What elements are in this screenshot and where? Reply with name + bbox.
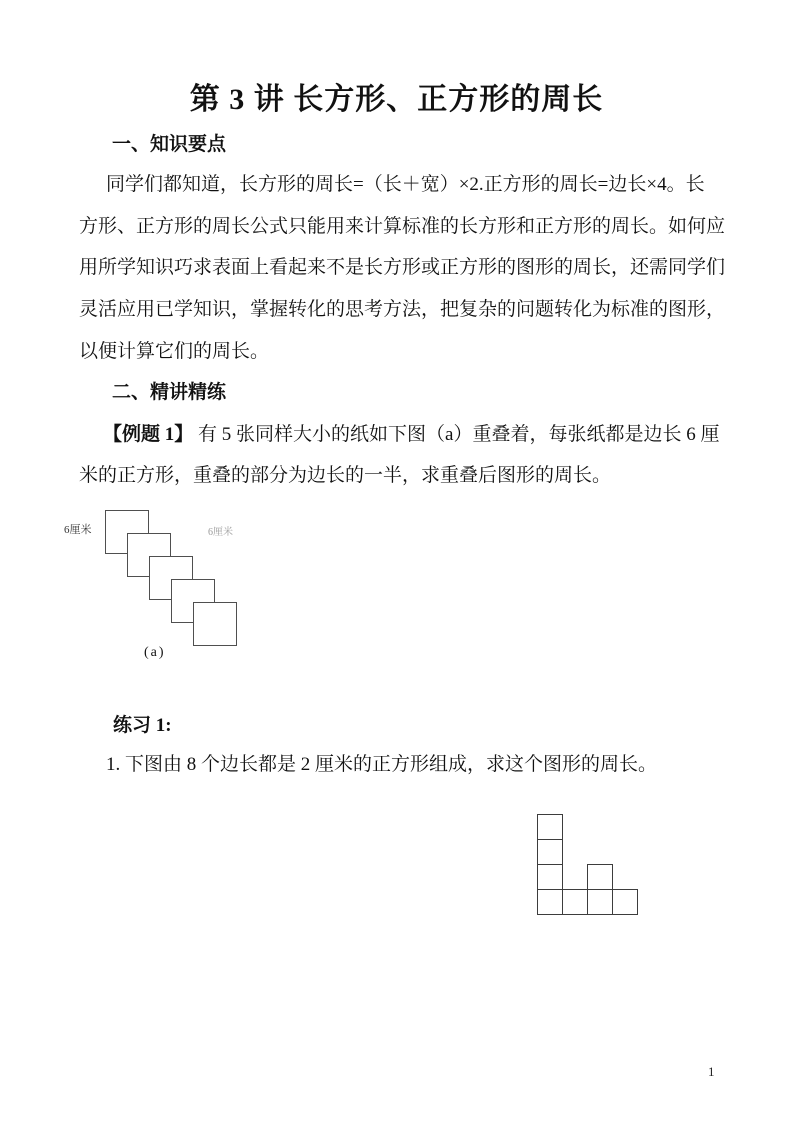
grid-cell [537,814,563,840]
grid-cell [537,864,563,890]
section-heading-knowledge: 一、知识要点 [112,134,227,155]
figure-a-side-length-label-right: 6厘米 [208,527,233,538]
knowledge-line-4: 灵活应用已学知识，掌握转化的思考方法，把复杂的问题转化为标准的图形， [79,299,726,320]
grid-cell [612,889,638,915]
grid-cell [587,864,613,890]
example-1-label: 【例题 1】 [103,424,194,445]
figure-b-grid-squares [537,814,639,916]
figure-a-overlapping-squares [60,505,315,670]
example-1-text: 有 5 张同样大小的纸如下图（a）重叠着，每张纸都是边长 6 厘 [193,424,720,445]
knowledge-line-3: 用所学知识巧求表面上看起来不是长方形或正方形的图形的周长，还需同学们 [79,257,726,278]
grid-cell [562,889,588,915]
example-1-line-2: 米的正方形，重叠的部分为边长的一半，求重叠后图形的周长。 [79,465,612,486]
page-number: 1 [708,1064,715,1079]
grid-cell [587,889,613,915]
practice-line: 1. 下图由 8 个边长都是 2 厘米的正方形组成，求这个图形的周长。 [106,754,658,775]
figure-a-caption: (a) [144,645,166,660]
figure-a-side-length-label-left: 6厘米 [64,524,92,536]
section-heading-drill: 二、精讲精练 [112,382,227,403]
practice-heading: 练习 1: [113,715,172,736]
knowledge-line-5: 以便计算它们的周长。 [79,341,270,362]
grid-cell [537,889,563,915]
example-1-line-1 [103,419,719,446]
page-title: 第 3 讲 长方形、正方形的周长 [189,83,604,116]
knowledge-line-2: 方形、正方形的周长公式只能用来计算标准的长方形和正方形的周长。如何应 [79,216,726,237]
paper-square [193,602,237,646]
knowledge-line-1: 同学们都知道，长方形的周长=（长＋宽）×2.正方形的周长=边长×4。长 [106,174,705,195]
grid-cell [537,839,563,865]
